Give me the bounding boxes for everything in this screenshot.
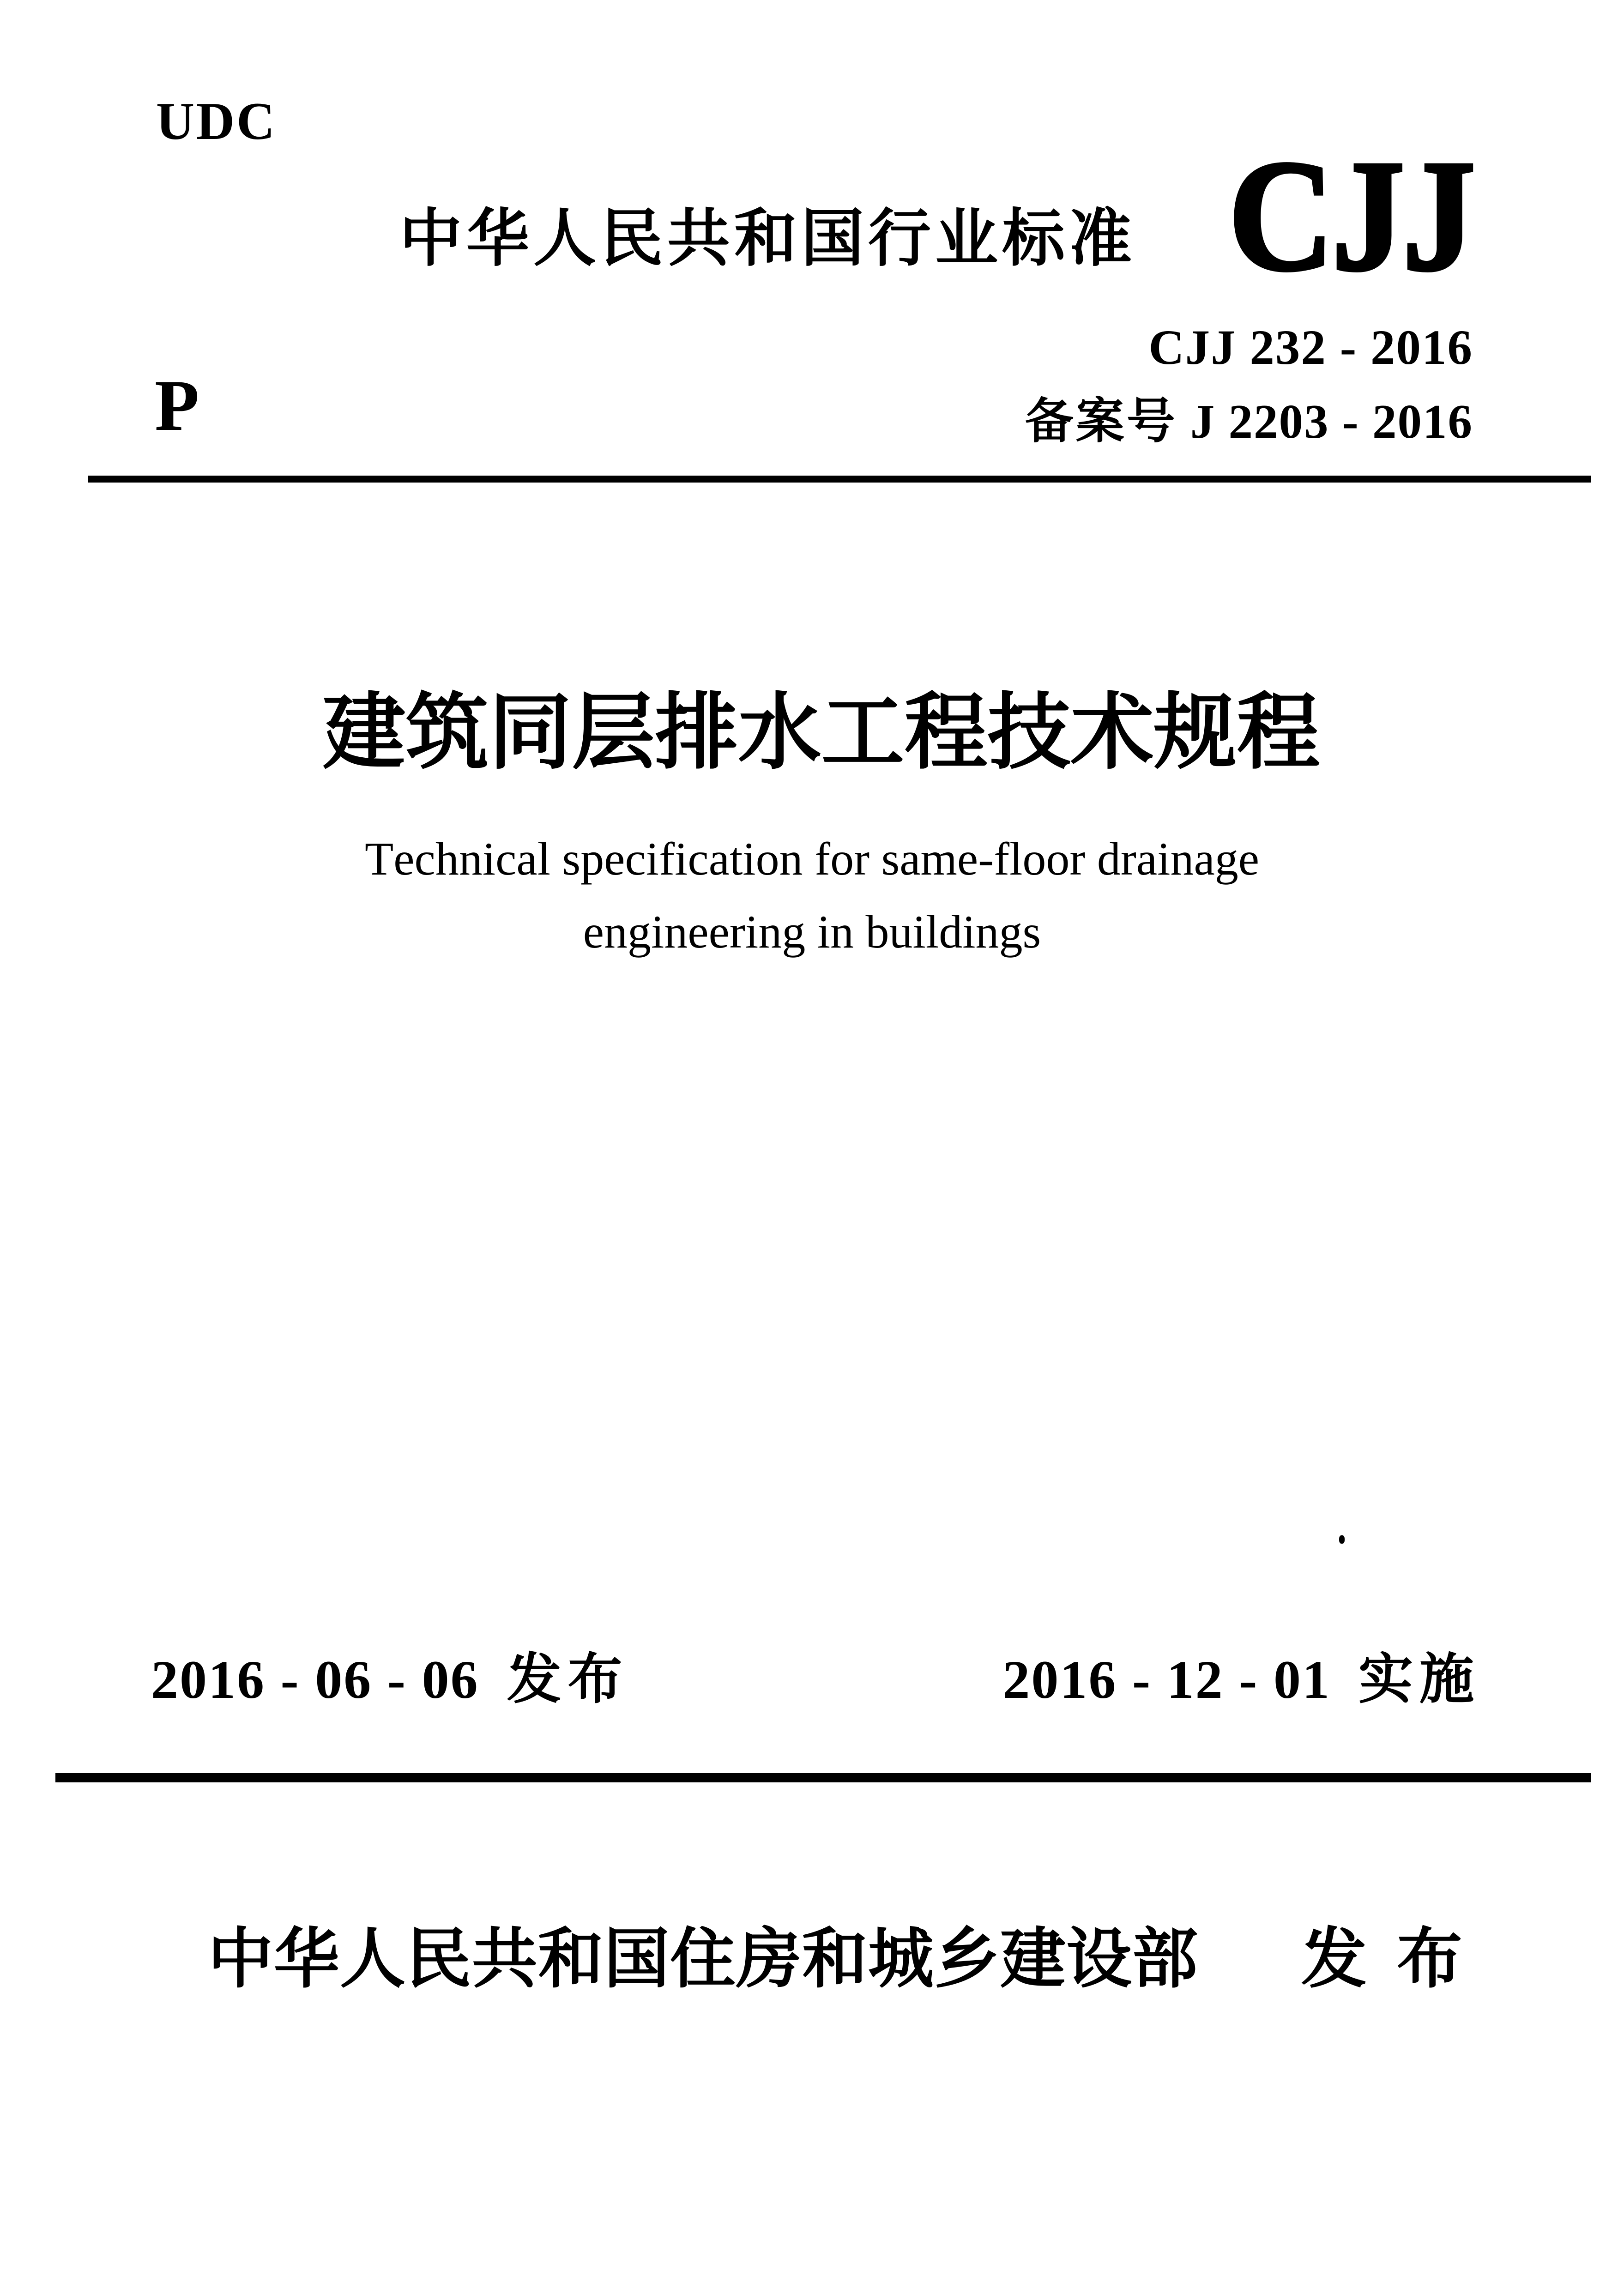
publisher-action-label: 发布 xyxy=(1301,1922,1492,1996)
issue-date: 2016 - 06 - 06 xyxy=(151,1649,479,1710)
record-number xyxy=(1025,395,1473,448)
scan-artifact-speck xyxy=(1339,1535,1345,1544)
implement-date-group xyxy=(1002,1649,1480,1710)
implement-date: 2016 - 12 - 01 xyxy=(1002,1649,1331,1710)
cjj-logo: CJJ xyxy=(1228,127,1473,304)
top-divider-rule xyxy=(88,476,1591,483)
standard-category-heading: 中华人民共和国行业标准 xyxy=(399,203,1136,273)
dates-row xyxy=(151,1649,1480,1710)
title-english-line2: engineering in buildings xyxy=(583,906,1041,959)
record-number-code: J 2203 - 2016 xyxy=(1190,394,1473,448)
title-chinese: 建筑同层排水工程技术规程 xyxy=(322,687,1320,779)
udc-label: UDC xyxy=(156,92,277,151)
title-english-line1: Technical specification for same-floor drainage xyxy=(364,833,1260,885)
publisher-name: 中华人民共和国住房和城乡建设部 xyxy=(208,1922,1198,1996)
title-english xyxy=(0,823,1624,969)
classification-code: P xyxy=(155,365,199,446)
bottom-divider-rule xyxy=(55,1773,1591,1782)
implement-label: 实施 xyxy=(1358,1649,1480,1710)
issue-date-group xyxy=(151,1649,629,1710)
issue-label: 发布 xyxy=(507,1649,629,1710)
standard-number: CJJ 232 - 2016 xyxy=(1148,320,1473,375)
record-number-prefix: 备案号 xyxy=(1025,394,1177,448)
publisher-row xyxy=(208,1922,1492,1996)
